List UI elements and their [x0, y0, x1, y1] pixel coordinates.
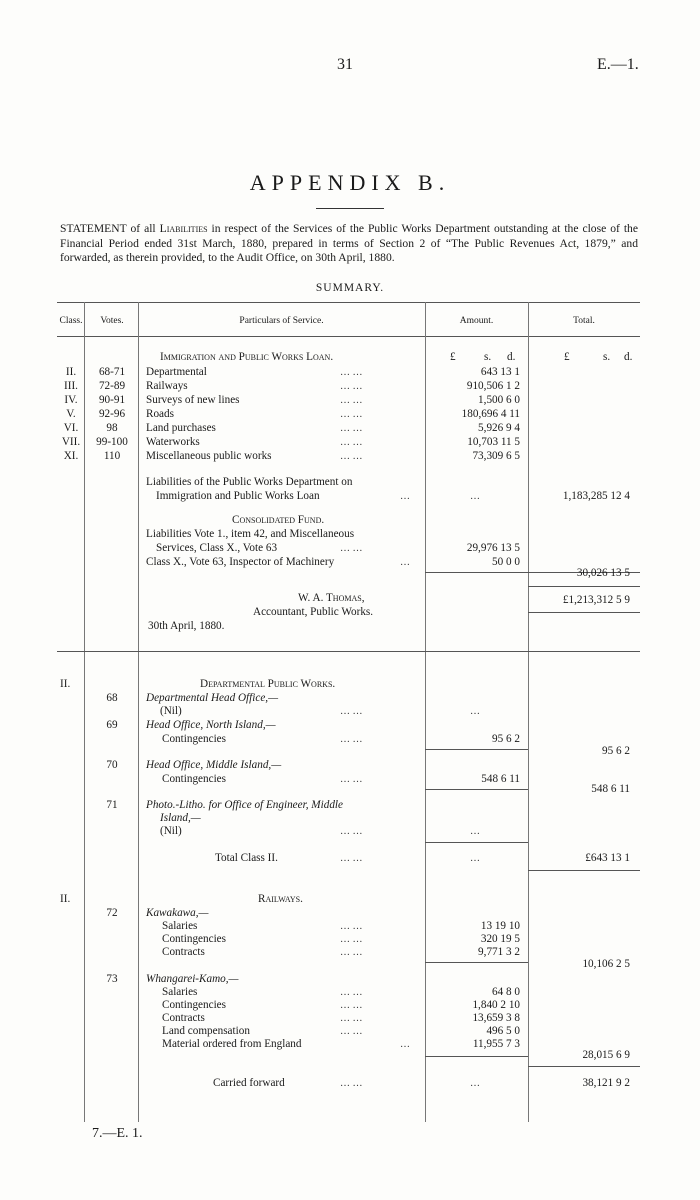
- vote-69-sub: Contingencies: [162, 733, 227, 745]
- vote-69-rule: [425, 749, 528, 750]
- currency-pence-total: d.: [624, 351, 633, 363]
- page-number: 31: [337, 56, 353, 73]
- summary-amount: 73,309 6 5: [472, 450, 520, 462]
- vote-70-total: 548 6 11: [591, 783, 630, 795]
- rail-subitem-amount: 9,771 3 2: [478, 946, 520, 958]
- consolidated-line-3: Class X., Vote 63, Inspector of Machinery: [146, 556, 335, 568]
- leader-dots: … …: [340, 451, 363, 462]
- rail-subitem-amount: 13 19 10: [480, 920, 520, 932]
- signatory-name: W. A. Thomas,: [298, 592, 365, 604]
- summary-amount: 5,926 9 4: [478, 422, 520, 434]
- loan-liabilities-total: 1,183,285 12 4: [562, 490, 630, 502]
- leader-dots: … …: [340, 947, 363, 958]
- leader-dots: … …: [340, 543, 363, 554]
- col-divider-votes: [138, 302, 139, 1122]
- rail-subitem-amount: 320 19 5: [480, 933, 520, 945]
- col-header-class: Class.: [59, 316, 83, 326]
- leader-dots: … …: [340, 381, 363, 392]
- rail-subitem-amount: 1,840 2 10: [472, 999, 520, 1011]
- summary-votes: 98: [106, 422, 118, 434]
- leader-dots: … …: [340, 934, 363, 945]
- carried-forward-total: 38,121 9 2: [582, 1077, 630, 1089]
- vote-73-item: Whangarei-Kamo,—: [146, 973, 239, 985]
- rail-subitem: Contracts: [162, 1012, 205, 1024]
- summary-class: XI.: [63, 450, 79, 462]
- rail-heading: Railways.: [258, 893, 303, 905]
- intro-liabilities: Liabilities: [159, 222, 208, 235]
- leader-dots: …: [470, 491, 480, 502]
- vote-69: 69: [106, 719, 118, 731]
- leader-dots: … …: [340, 437, 363, 448]
- rail-subitem: Contracts: [162, 946, 205, 958]
- dept-class: II.: [60, 678, 71, 690]
- vote-68: 68: [106, 692, 118, 704]
- footer-signature: 7.—E. 1.: [92, 1126, 143, 1141]
- vote-73-rule: [425, 1056, 528, 1057]
- summary-class: V.: [66, 408, 76, 420]
- leader-dots: … …: [340, 921, 363, 932]
- signatory-title: Accountant, Public Works.: [253, 606, 374, 618]
- dept-total-label: Total Class II.: [215, 852, 278, 864]
- summary-class: VI.: [63, 422, 79, 434]
- leader-dots: …: [400, 1039, 410, 1050]
- summary-amount: 910,506 1 2: [466, 380, 520, 392]
- leader-dots: … …: [340, 706, 363, 717]
- summary-item: Railways: [146, 380, 188, 392]
- carried-forward-label: Carried forward: [213, 1077, 285, 1089]
- summary-item: Land purchases: [146, 422, 216, 434]
- leader-dots: … …: [340, 1013, 363, 1024]
- summary-amount: 643 13 1: [480, 366, 520, 378]
- rail-subitem: Land compensation: [162, 1025, 250, 1037]
- col-header-votes: Votes.: [100, 316, 124, 326]
- title-rule: [316, 208, 384, 209]
- vote-71-item-line-1: Photo.-Litho. for Office of Engineer, Middle: [146, 799, 343, 811]
- section-break-rule: [57, 651, 640, 652]
- leader-dots: … …: [340, 853, 363, 864]
- dept-total: £643 13 1: [585, 852, 630, 864]
- vote-69-item: Head Office, North Island,—: [146, 719, 276, 731]
- carried-rule: [528, 1066, 640, 1067]
- vote-69-total: 95 6 2: [602, 745, 630, 757]
- loan-heading: Immigration and Public Works Loan.: [160, 351, 334, 363]
- summary-amount: 1,500 6 0: [478, 394, 520, 406]
- summary-amount: 10,703 11 5: [467, 436, 520, 448]
- summary-votes: 68-71: [98, 366, 126, 378]
- vote-68-item: Departmental Head Office,—: [146, 692, 279, 704]
- grand-total-rule-top: [528, 586, 640, 587]
- consolidated-amount-2: 50 0 0: [492, 556, 520, 568]
- summary-votes: 99-100: [96, 436, 128, 448]
- leader-dots: … …: [340, 1026, 363, 1037]
- leader-dots: …: [470, 853, 480, 864]
- leader-dots: … …: [340, 734, 363, 745]
- col-header-particulars: Particulars of Service.: [239, 316, 324, 326]
- rail-subitem: Material ordered from England: [162, 1038, 302, 1050]
- summary-class: IV.: [64, 394, 78, 406]
- leader-dots: …: [400, 491, 410, 502]
- leader-dots: … …: [340, 423, 363, 434]
- summary-class: II.: [65, 366, 77, 378]
- consolidated-fund-heading: Consolidated Fund.: [232, 514, 325, 526]
- header-bottom-rule: [57, 336, 640, 337]
- intro-tail: in respect of the Services of the Public Works Department outstanding at the close of the Financial Period ended 31st March, 1880, prepared in terms of Section 2 of “The Public Revenues Act, 1879,” and forwarded, as therein provided, to the Audit Office, on 30th April, 1880.: [60, 222, 638, 265]
- leader-dots: … …: [340, 826, 363, 837]
- vote-68-nil: (Nil): [160, 705, 182, 717]
- summary-votes: 72-89: [98, 380, 126, 392]
- rail-subitem-amount: 13,659 3 8: [472, 1012, 520, 1024]
- vote-70-sub: Contingencies: [162, 773, 227, 785]
- vote-69-amount: 95 6 2: [492, 733, 520, 745]
- leader-dots: … …: [340, 395, 363, 406]
- summary-class: III.: [64, 380, 78, 392]
- leader-dots: …: [470, 706, 480, 717]
- currency-shillings-total: s.: [603, 351, 611, 363]
- leader-dots: … …: [340, 1000, 363, 1011]
- dept-heading: Departmental Public Works.: [200, 678, 336, 690]
- summary-heading: SUMMARY.: [315, 282, 385, 294]
- rail-subitem: Salaries: [162, 920, 198, 932]
- col-divider-particulars: [425, 302, 426, 1122]
- vote-70: 70: [106, 759, 118, 771]
- grand-total: £1,213,312 5 9: [562, 594, 630, 606]
- rail-subitem-amount: 64 8 0: [492, 986, 520, 998]
- summary-item: Roads: [146, 408, 174, 420]
- currency-pound-total: £: [564, 351, 570, 363]
- col-header-total: Total.: [573, 316, 595, 326]
- leader-dots: … …: [340, 409, 363, 420]
- vote-71-item-line-2: Island,—: [160, 812, 201, 824]
- dept-sum-rule: [425, 842, 528, 843]
- summary-votes: 110: [103, 450, 121, 462]
- vote-73-total: 28,015 6 9: [582, 1049, 630, 1061]
- consolidated-line-2: Services, Class X., Vote 63: [156, 542, 278, 554]
- col-header-amount: Amount.: [459, 316, 494, 326]
- summary-item: Surveys of new lines: [146, 394, 240, 406]
- currency-pence: d.: [507, 351, 516, 363]
- table-top-rule: [57, 302, 640, 303]
- vote-73: 73: [106, 973, 118, 985]
- rail-subitem-amount: 496 5 0: [486, 1025, 520, 1037]
- vote-72-item: Kawakawa,—: [146, 907, 209, 919]
- leader-dots: … …: [340, 1078, 363, 1089]
- intro-rest: of all: [126, 222, 160, 235]
- intro-statement: [60, 222, 638, 266]
- rail-subitem-amount: 11,955 7 3: [472, 1038, 520, 1050]
- leader-dots: …: [400, 557, 410, 568]
- vote-70-item: Head Office, Middle Island,—: [146, 759, 282, 771]
- grand-total-rule-bottom: [528, 612, 640, 613]
- consolidated-amount-1: 29,976 13 5: [466, 542, 520, 554]
- summary-item: Departmental: [146, 366, 207, 378]
- page-reference: E.—1.: [597, 56, 639, 73]
- summary-votes: 90-91: [98, 394, 126, 406]
- dept-total-rule: [528, 870, 640, 871]
- col-divider-amount: [528, 302, 529, 1122]
- vote-72-rule: [425, 962, 528, 963]
- rail-subitem: Contingencies: [162, 999, 227, 1011]
- vote-71: 71: [106, 799, 118, 811]
- vote-70-amount: 548 6 11: [481, 773, 520, 785]
- appendix-title: APPENDIX B.: [249, 170, 451, 195]
- leader-dots: … …: [340, 987, 363, 998]
- rail-class: II.: [60, 893, 71, 905]
- summary-votes: 92-96: [98, 408, 126, 420]
- intro-lead: STATEMENT: [60, 222, 127, 235]
- summary-item: Waterworks: [146, 436, 200, 448]
- summary-date: 30th April, 1880.: [148, 620, 225, 632]
- vote-70-rule: [425, 789, 528, 790]
- consolidated-total: 30,026 13 5: [576, 567, 630, 579]
- leader-dots: … …: [340, 367, 363, 378]
- vote-72: 72: [106, 907, 118, 919]
- liabilities-line-2: Immigration and Public Works Loan: [156, 490, 320, 502]
- currency-pound: £: [450, 351, 456, 363]
- vote-72-total: 10,106 2 5: [582, 958, 630, 970]
- summary-class: VII.: [61, 436, 81, 448]
- leader-dots: …: [470, 1078, 480, 1089]
- currency-shillings: s.: [484, 351, 492, 363]
- vote-71-nil: (Nil): [160, 825, 182, 837]
- leader-dots: …: [470, 826, 480, 837]
- consolidated-line-1: Liabilities Vote 1., item 42, and Miscellaneous: [146, 528, 355, 540]
- summary-amount: 180,696 4 11: [461, 408, 520, 420]
- rail-subitem: Contingencies: [162, 933, 227, 945]
- leader-dots: … …: [340, 774, 363, 785]
- rail-subitem: Salaries: [162, 986, 198, 998]
- summary-item: Miscellaneous public works: [146, 450, 272, 462]
- liabilities-line-1: Liabilities of the Public Works Department on: [146, 476, 353, 488]
